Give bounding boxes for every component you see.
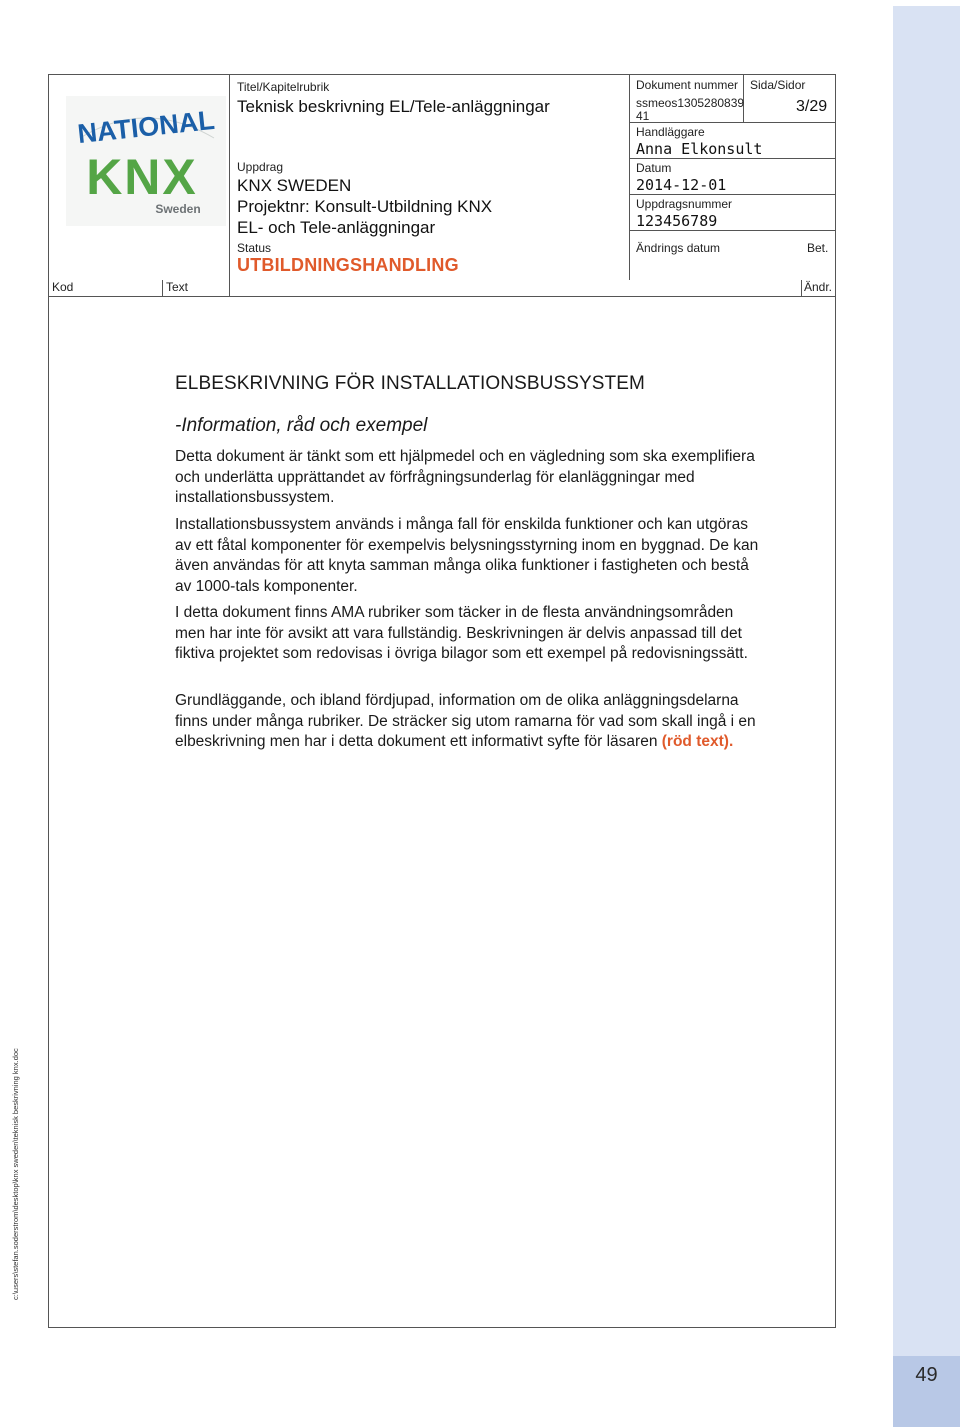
doc-number-label: Dokument nummer bbox=[636, 78, 739, 92]
paragraph-4-wrap bbox=[175, 691, 765, 753]
red-text-note: (röd text) bbox=[661, 733, 729, 750]
doc-number-line1: ssmeos1305280839 bbox=[636, 96, 745, 110]
kod-label: Kod bbox=[52, 280, 74, 294]
page-number-badge bbox=[893, 1356, 960, 1427]
header-divider bbox=[48, 296, 836, 297]
andrings-datum-label: Ändrings datum bbox=[636, 241, 721, 255]
header-divider bbox=[162, 280, 163, 296]
text-label: Text bbox=[166, 280, 189, 294]
uppdrag-line3: EL- och Tele-anläggningar bbox=[237, 218, 436, 237]
paragraph-2 bbox=[175, 515, 765, 597]
header-divider bbox=[629, 122, 836, 123]
handlaggare-value: Anna Elkonsult bbox=[636, 140, 763, 158]
datum-label: Datum bbox=[636, 161, 672, 175]
logo-national-text: NATIONAL bbox=[76, 104, 216, 150]
handlaggare-label: Handläggare bbox=[636, 125, 705, 139]
paragraph-3 bbox=[175, 603, 765, 665]
logo-sweden-text: Sweden bbox=[155, 202, 201, 216]
andr-label: Ändr. bbox=[804, 280, 833, 294]
page-label: Sida/Sidor bbox=[750, 78, 806, 92]
paragraph-4-end: . bbox=[728, 733, 734, 750]
status-value: UTBILDNINGSHANDLING bbox=[237, 255, 459, 275]
uppdrag-line1: KNX SWEDEN bbox=[237, 176, 352, 195]
page-number: 49 bbox=[915, 1364, 938, 1386]
title-label: Titel/Kapitelrubrik bbox=[237, 80, 330, 94]
header-divider bbox=[629, 230, 836, 231]
paragraph-4-text: Grundläggande, och ibland fördjupad, information om de olika anläggningsdelarna finns under många rubriker. De sträcker sig utom ramarna för vad som skall ingå i en elbeskrivning men har i detta dokument ett informativt syfte för läsaren bbox=[175, 692, 756, 750]
logo-knx-text: KNX bbox=[86, 149, 198, 205]
file-path: c:\users\stefan.soderstrom\desktop\knx sweden\teknisk beskrivning knx.doc bbox=[11, 1048, 20, 1300]
paragraph-1-text: Detta dokument är tänkt som ett hjälpmedel och en vägledning som ska exemplifiera och underlätta upprättandet av förfrågningsunderlag för elanläggningar med installationsbussystem. bbox=[175, 448, 755, 506]
main-heading: ELBESKRIVNING FÖR INSTALLATIONSBUSSYSTEM bbox=[175, 373, 645, 394]
doc-number-line2: 41 bbox=[636, 109, 650, 123]
header-divider bbox=[629, 74, 630, 280]
paragraph-3-text: I detta dokument finns AMA rubriker som täcker in de flesta användningsområden men har inte för avsikt att vara fullständig. Beskrivningen är delvis anpassad till det fiktiva projektet som redovisas i övriga bilagor som ett exempel på redovisningssätt. bbox=[175, 604, 748, 662]
uppdrag-line2: Projektnr: Konsult-Utbildning KNX bbox=[237, 197, 493, 216]
uppdrag-label: Uppdrag bbox=[237, 160, 284, 174]
paragraph-4 bbox=[175, 691, 765, 753]
paragraph-2-text: Installationsbussystem används i många fall för enskilda funktioner och kan utgöras av ett fåtal komponenter för exempelvis belysningsstyrning inom en byggnad. De kan även användas för att knyta samman många olika funktioner i fastigheten och bestå av 1000-tals komponenter. bbox=[175, 516, 759, 595]
header-divider bbox=[629, 158, 836, 159]
uppdragsnummer-label: Uppdragsnummer bbox=[636, 197, 733, 211]
header-divider bbox=[801, 280, 802, 296]
bet-label: Bet. bbox=[807, 241, 829, 255]
status-label: Status bbox=[237, 241, 272, 255]
header-divider bbox=[629, 194, 836, 195]
header-divider bbox=[229, 74, 230, 296]
datum-value: 2014-12-01 bbox=[636, 176, 727, 194]
page-value: 3/29 bbox=[796, 98, 828, 115]
paragraph-1 bbox=[175, 447, 765, 509]
uppdragsnummer-value: 123456789 bbox=[636, 212, 718, 230]
subheading: -Information, råd och exempel bbox=[175, 415, 428, 436]
side-strip bbox=[893, 6, 960, 1427]
knx-logo bbox=[66, 96, 226, 226]
document-title: Teknisk beskrivning EL/Tele-anläggningar bbox=[237, 97, 550, 116]
